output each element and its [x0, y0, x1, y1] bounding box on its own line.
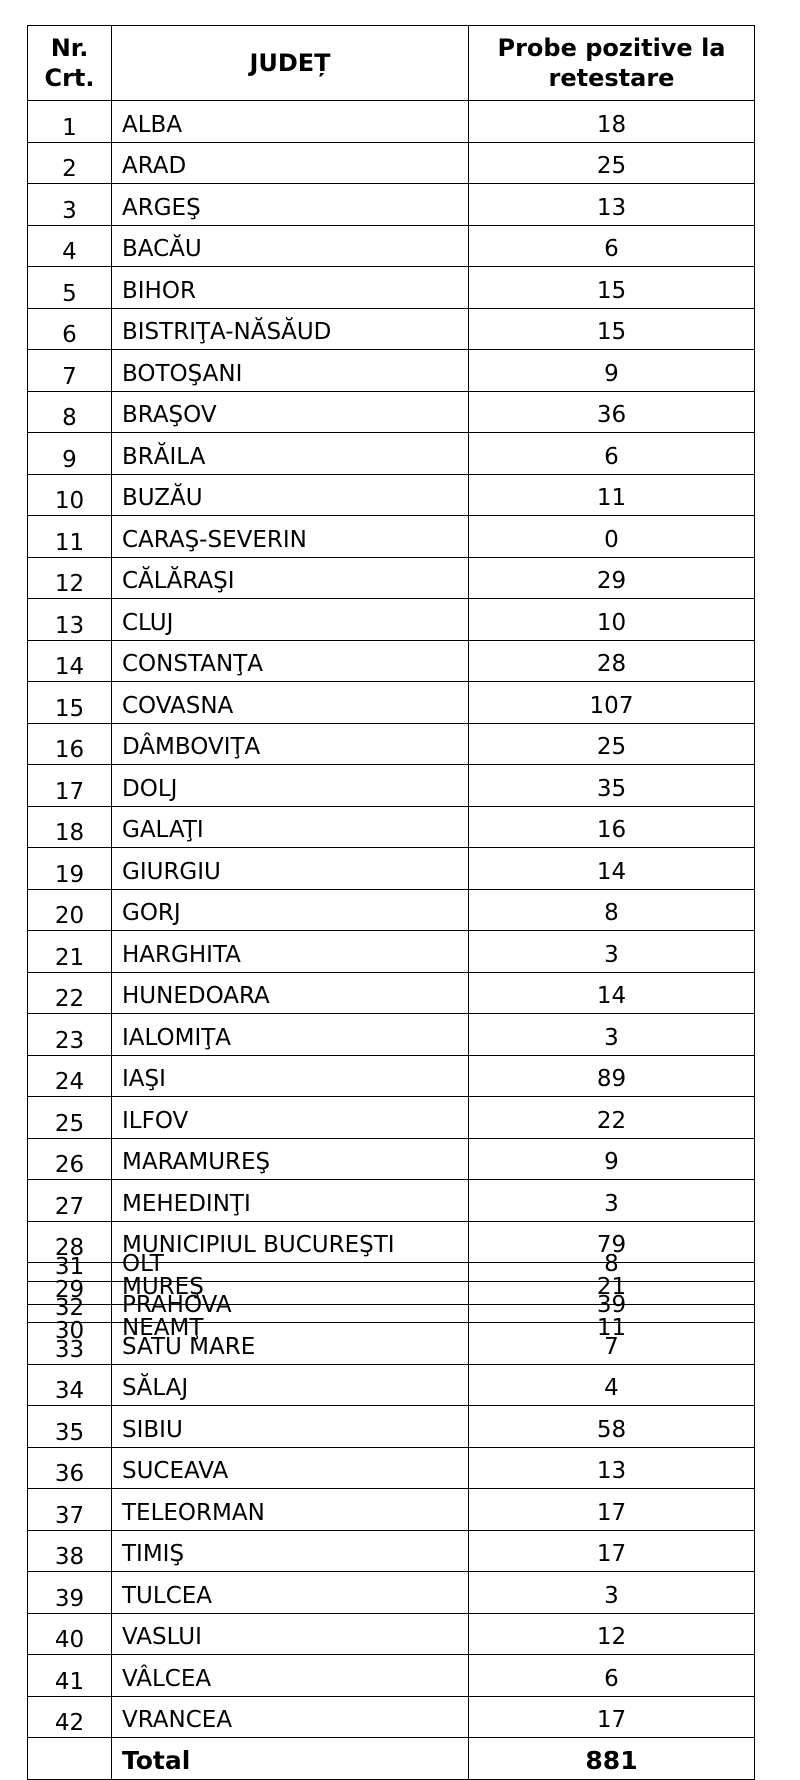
- positive-count: 12: [469, 1613, 755, 1655]
- county-name: BIHOR: [112, 267, 469, 309]
- county-name: HUNEDOARA: [112, 972, 469, 1014]
- row-number: 7: [28, 350, 112, 392]
- positive-count: 58: [469, 1406, 755, 1448]
- row-number: 25: [28, 1097, 112, 1139]
- county-name: IALOMIŢA: [112, 1014, 469, 1056]
- positive-count: 3: [469, 1572, 755, 1614]
- header-probe-pozitive: Probe pozitive la retestare: [469, 26, 755, 101]
- table-row: [28, 433, 755, 475]
- row-number: 24: [28, 1055, 112, 1097]
- positive-count: 25: [469, 723, 755, 765]
- county-name: GORJ: [112, 889, 469, 931]
- table-row: [28, 806, 755, 848]
- positive-count: 22: [469, 1097, 755, 1139]
- row-number: 10: [28, 474, 112, 516]
- positive-count: 89: [469, 1055, 755, 1097]
- row-number: 8: [28, 391, 112, 433]
- table-row: [28, 640, 755, 682]
- county-name: CONSTANŢA: [112, 640, 469, 682]
- table-row: [28, 765, 755, 807]
- table-row: [28, 101, 755, 143]
- row-number: 1: [28, 101, 112, 143]
- table-row: [28, 474, 755, 516]
- county-name: DOLJ: [112, 765, 469, 807]
- county-name: CLUJ: [112, 599, 469, 641]
- table-row: [28, 972, 755, 1014]
- table-row: [28, 1572, 755, 1614]
- row-number: 9: [28, 433, 112, 475]
- county-name: HARGHITA: [112, 931, 469, 973]
- positive-count: 35: [469, 765, 755, 807]
- positive-count: 17: [469, 1530, 755, 1572]
- positive-count: 3: [469, 1180, 755, 1222]
- table-row: [28, 1447, 755, 1489]
- positive-count: 18: [469, 101, 755, 143]
- total-label: Total: [112, 1738, 469, 1780]
- data-table-part-1: [27, 25, 755, 1345]
- row-number: 36: [28, 1447, 112, 1489]
- row-number: 26: [28, 1138, 112, 1180]
- row-number: 22: [28, 972, 112, 1014]
- county-name: SATU MARE: [112, 1323, 469, 1365]
- county-name: TELEORMAN: [112, 1489, 469, 1531]
- table-row: [28, 184, 755, 226]
- positive-count: 10: [469, 599, 755, 641]
- table-row: [28, 267, 755, 309]
- county-name: OLT: [112, 1240, 469, 1281]
- county-name: BUZĂU: [112, 474, 469, 516]
- county-name: BOTOŞANI: [112, 350, 469, 392]
- table-row: [28, 391, 755, 433]
- row-number: 6: [28, 308, 112, 350]
- table-row: [28, 1364, 755, 1406]
- table-row: [28, 931, 755, 973]
- table-row: [28, 1240, 755, 1281]
- county-name: ARAD: [112, 142, 469, 184]
- row-number: 21: [28, 931, 112, 973]
- row-number: 39: [28, 1572, 112, 1614]
- row-number: 18: [28, 806, 112, 848]
- table-row: [28, 1014, 755, 1056]
- county-name: COVASNA: [112, 682, 469, 724]
- county-name: VASLUI: [112, 1613, 469, 1655]
- positive-count: 15: [469, 267, 755, 309]
- row-number: 27: [28, 1180, 112, 1222]
- table-row: [28, 557, 755, 599]
- county-name: SIBIU: [112, 1406, 469, 1448]
- positive-count: 15: [469, 308, 755, 350]
- data-table-part-2: [27, 1240, 755, 1780]
- county-name: ILFOV: [112, 1097, 469, 1139]
- row-number: 2: [28, 142, 112, 184]
- table-row: [28, 1530, 755, 1572]
- positive-count: 16: [469, 806, 755, 848]
- county-name: BISTRIŢA-NĂSĂUD: [112, 308, 469, 350]
- positive-count: 14: [469, 848, 755, 890]
- row-number: 4: [28, 225, 112, 267]
- total-nr-cell: [28, 1738, 112, 1780]
- row-number: 34: [28, 1364, 112, 1406]
- county-name: ARGEŞ: [112, 184, 469, 226]
- row-number: 3: [28, 184, 112, 226]
- positive-count: 0: [469, 516, 755, 558]
- row-number: 11: [28, 516, 112, 558]
- row-number: 20: [28, 889, 112, 931]
- table-row: [28, 723, 755, 765]
- positive-count: 39: [469, 1281, 755, 1323]
- row-number: 29: [28, 1263, 112, 1305]
- county-name: BACĂU: [112, 225, 469, 267]
- row-number: 41: [28, 1655, 112, 1697]
- county-name: IAŞI: [112, 1055, 469, 1097]
- row-number: 28: [28, 1221, 112, 1263]
- county-name: NEAMŢ: [112, 1304, 469, 1345]
- positive-count: 25: [469, 142, 755, 184]
- table-row: [28, 1180, 755, 1222]
- positive-count: 107: [469, 682, 755, 724]
- positive-count: 17: [469, 1489, 755, 1531]
- table-row: [28, 889, 755, 931]
- row-number: 30: [28, 1304, 112, 1345]
- table-row: [28, 225, 755, 267]
- table-row: [28, 350, 755, 392]
- county-name: MUNICIPIUL BUCUREŞTI: [112, 1221, 469, 1263]
- positive-count: 4: [469, 1364, 755, 1406]
- county-name: ALBA: [112, 101, 469, 143]
- total-value: 881: [469, 1738, 755, 1780]
- county-name: SĂLAJ: [112, 1364, 469, 1406]
- table-row: [28, 1696, 755, 1738]
- table-row: [28, 516, 755, 558]
- row-number: 12: [28, 557, 112, 599]
- county-name: PRAHOVA: [112, 1281, 469, 1323]
- positive-count: 14: [469, 972, 755, 1014]
- positive-count: 29: [469, 557, 755, 599]
- row-number: 42: [28, 1696, 112, 1738]
- positive-count: 6: [469, 1655, 755, 1697]
- county-name: CARAŞ-SEVERIN: [112, 516, 469, 558]
- positive-count: 9: [469, 350, 755, 392]
- row-number: 19: [28, 848, 112, 890]
- row-number: 15: [28, 682, 112, 724]
- table-row: [28, 1323, 755, 1365]
- table-row: [28, 1655, 755, 1697]
- row-number: 32: [28, 1281, 112, 1323]
- table-row: [28, 848, 755, 890]
- county-name: BRĂILA: [112, 433, 469, 475]
- table-row: [28, 682, 755, 724]
- county-name: MARAMUREŞ: [112, 1138, 469, 1180]
- header-judet: JUDEȚ: [112, 26, 469, 101]
- positive-count: 11: [469, 1304, 755, 1345]
- table-row: [28, 1055, 755, 1097]
- positive-count: 8: [469, 889, 755, 931]
- table-row: [28, 1097, 755, 1139]
- positive-count: 3: [469, 931, 755, 973]
- positive-count: 7: [469, 1323, 755, 1365]
- county-name: DÂMBOVIŢA: [112, 723, 469, 765]
- county-name: MEHEDINŢI: [112, 1180, 469, 1222]
- table-row: [28, 142, 755, 184]
- positive-count: 9: [469, 1138, 755, 1180]
- row-number: 38: [28, 1530, 112, 1572]
- row-number: 31: [28, 1240, 112, 1281]
- positive-count: 8: [469, 1240, 755, 1281]
- county-name: TIMIŞ: [112, 1530, 469, 1572]
- header-nr-crt: Nr. Crt.: [28, 26, 112, 101]
- positive-count: 13: [469, 1447, 755, 1489]
- positive-count: 6: [469, 433, 755, 475]
- table-row: [28, 1613, 755, 1655]
- county-name: MUREŞ: [112, 1263, 469, 1305]
- county-name: VÂLCEA: [112, 1655, 469, 1697]
- positive-count: 36: [469, 391, 755, 433]
- positive-count: 6: [469, 225, 755, 267]
- county-name: TULCEA: [112, 1572, 469, 1614]
- table-row: [28, 1406, 755, 1448]
- county-name: GALAŢI: [112, 806, 469, 848]
- positive-count: 21: [469, 1263, 755, 1305]
- row-number: 33: [28, 1323, 112, 1365]
- positive-count: 17: [469, 1696, 755, 1738]
- row-number: 14: [28, 640, 112, 682]
- table-row: [28, 1138, 755, 1180]
- row-number: 16: [28, 723, 112, 765]
- total-row: [28, 1738, 755, 1780]
- county-name: SUCEAVA: [112, 1447, 469, 1489]
- county-name: CĂLĂRAŞI: [112, 557, 469, 599]
- table-row: [28, 1489, 755, 1531]
- table-row: [28, 1281, 755, 1323]
- positive-count: 11: [469, 474, 755, 516]
- row-number: 13: [28, 599, 112, 641]
- positive-count: 3: [469, 1014, 755, 1056]
- row-number: 40: [28, 1613, 112, 1655]
- row-number: 5: [28, 267, 112, 309]
- row-number: 35: [28, 1406, 112, 1448]
- header-row: [28, 26, 755, 101]
- row-number: 17: [28, 765, 112, 807]
- table-row: [28, 308, 755, 350]
- county-name: VRANCEA: [112, 1696, 469, 1738]
- row-number: 37: [28, 1489, 112, 1531]
- county-name: GIURGIU: [112, 848, 469, 890]
- positive-count: 13: [469, 184, 755, 226]
- county-name: BRAŞOV: [112, 391, 469, 433]
- table-row: [28, 599, 755, 641]
- positive-count: 28: [469, 640, 755, 682]
- positive-count: 79: [469, 1221, 755, 1263]
- row-number: 23: [28, 1014, 112, 1056]
